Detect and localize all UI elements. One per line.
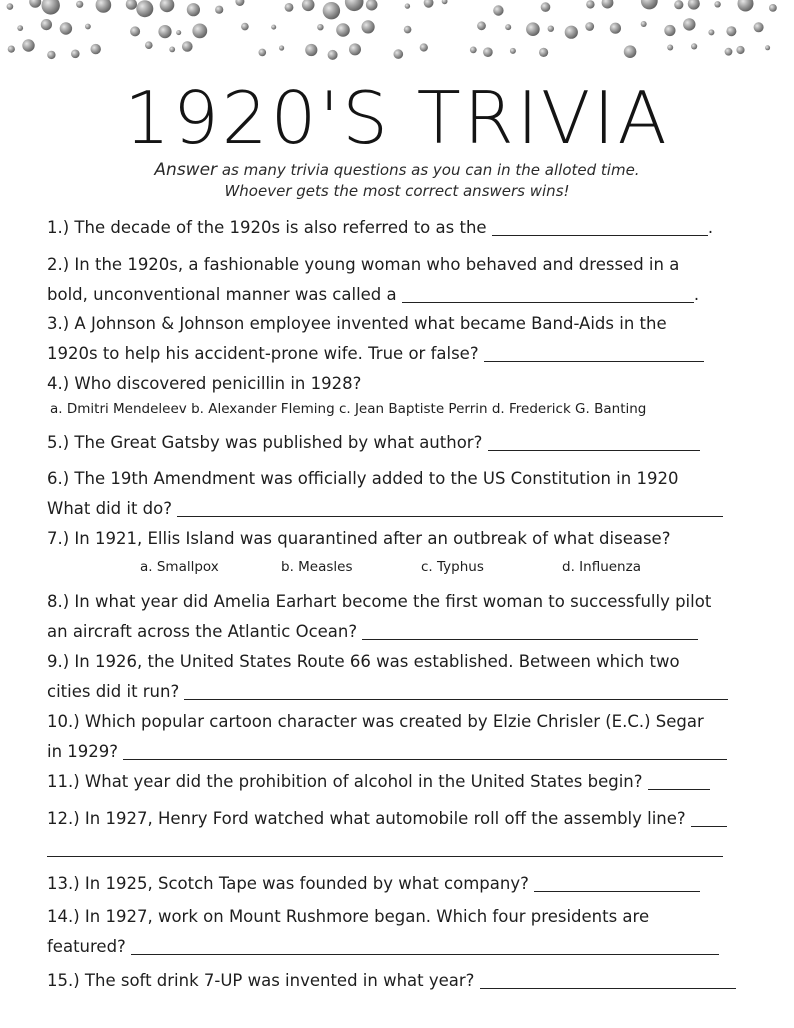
confetti-dot [526, 22, 540, 36]
confetti-dot [602, 0, 614, 9]
confetti-dot [483, 47, 493, 57]
confetti-dot [405, 3, 410, 8]
confetti-dot [235, 0, 244, 6]
page-title: 1920'S TRIVIA [124, 76, 670, 160]
answer-line-9[interactable] [184, 681, 728, 700]
confetti-dot [586, 0, 594, 8]
answer-line-11[interactable] [648, 771, 710, 790]
confetti-dot [91, 44, 101, 54]
confetti-dot [736, 46, 744, 54]
confetti-dot [726, 26, 736, 36]
question-2: 2.) In the 1920s, a fashionable young woman who behaved and dressed in a bold, unconventional manner was called a . [47, 255, 700, 304]
question-7-option-a: a. Smallpox [140, 559, 219, 575]
question-12: 12.) In 1927, Henry Ford watched what automobile roll off the assembly line? [47, 804, 747, 864]
confetti-dot [725, 48, 733, 56]
confetti-dot [145, 41, 153, 49]
answer-line-12b[interactable] [47, 838, 723, 857]
confetti-dot [336, 23, 350, 37]
question-15: 15.) The soft drink 7-UP was invented in what year? [47, 966, 747, 996]
confetti-dot [305, 44, 317, 56]
confetti-dot [47, 51, 55, 59]
confetti-dot [345, 0, 364, 11]
confetti-dot [714, 1, 720, 7]
confetti-dot [493, 5, 503, 15]
confetti-dot [424, 0, 434, 8]
confetti-dot [394, 49, 404, 59]
confetti-dot [539, 48, 548, 57]
question-7: 7.) In 1921, Ellis Island was quarantined after an outbreak of what disease? [47, 529, 671, 548]
confetti-dot [29, 0, 41, 8]
confetti-dot [41, 19, 52, 30]
answer-line-6[interactable] [177, 498, 723, 517]
confetti-dot [477, 21, 486, 30]
confetti-dot [85, 24, 91, 30]
confetti-dot [176, 30, 181, 35]
confetti-dot [7, 3, 14, 10]
confetti-dot [192, 24, 207, 39]
answer-line-14[interactable] [131, 936, 719, 955]
question-3: 3.) A Johnson & Johnson employee invented what became Band-Aids in the 1920s to help his accident-prone wife. True or false? [47, 309, 747, 369]
question-13: 13.) In 1925, Scotch Tape was founded by what company? [47, 869, 747, 899]
answer-line-5[interactable] [488, 432, 700, 451]
question-14: 14.) In 1927, work on Mount Rushmore began. Which four presidents are featured? [47, 902, 747, 962]
confetti-dot [130, 26, 140, 36]
question-6: 6.) The 19th Amendment was officially added to the US Constitution in 1920 What did it do? [47, 464, 747, 524]
confetti-dot [169, 47, 175, 53]
confetti-dot [215, 6, 223, 14]
confetti-dot [60, 22, 72, 34]
confetti-dot [505, 24, 511, 30]
confetti-dot [565, 26, 578, 39]
instructions-lead: Answer [154, 160, 218, 180]
confetti-dot [548, 26, 554, 32]
confetti-dot [585, 22, 594, 31]
confetti-dot [470, 47, 477, 54]
answer-line-1[interactable] [492, 217, 708, 236]
silver-confetti-decoration [0, 0, 794, 70]
instructions-line-1: as many trivia questions as you can in the alloted time. [217, 161, 640, 179]
answer-line-15[interactable] [480, 970, 736, 989]
confetti-dot [160, 0, 175, 12]
confetti-dot [691, 43, 697, 49]
confetti-dot [667, 45, 673, 51]
confetti-dot [688, 0, 700, 10]
confetti-dot [17, 25, 23, 31]
confetti-dot [738, 0, 754, 12]
answer-line-2[interactable] [402, 284, 694, 303]
confetti-dot [22, 39, 34, 51]
confetti-dot [765, 45, 770, 50]
question-11: 11.) What year did the prohibition of alcohol in the United States begin? [47, 767, 747, 797]
confetti-dot [76, 1, 83, 8]
answer-line-10[interactable] [123, 741, 727, 760]
confetti-dot [136, 0, 153, 17]
answer-line-3[interactable] [484, 343, 704, 362]
confetti-dot [641, 21, 647, 27]
answer-line-13[interactable] [534, 873, 700, 892]
question-5: 5.) The Great Gatsby was published by what author? [47, 428, 747, 458]
question-4-options: a. Dmitri Mendeleev b. Alexander Fleming c. Jean Baptiste Perrin d. Frederick G. Banting [50, 401, 647, 417]
answer-line-8[interactable] [362, 621, 698, 640]
question-7-option-d: d. Influenza [562, 559, 641, 575]
confetti-dot [541, 2, 551, 12]
confetti-dot [187, 3, 200, 16]
answer-line-12a[interactable] [691, 808, 727, 827]
confetti-dot [769, 4, 777, 12]
question-4: 4.) Who discovered penicillin in 1928? [47, 374, 362, 393]
confetti-dot [158, 25, 171, 38]
confetti-dot [241, 23, 249, 31]
question-1: 1.) The decade of the 1920s is also referred to as the . [47, 218, 714, 237]
confetti-dot [302, 0, 315, 11]
confetti-dot [510, 48, 516, 54]
confetti-dot [366, 0, 378, 11]
question-7-option-b: b. Measles [281, 559, 353, 575]
question-7-option-c: c. Typhus [421, 559, 484, 575]
confetti-dot [420, 43, 428, 51]
question-10: 10.) Which popular cartoon character was created by Elzie Chrisler (E.C.) Segar in 1929? [47, 707, 747, 767]
confetti-dot [285, 3, 294, 12]
confetti-dot [328, 50, 338, 60]
confetti-dot [754, 22, 764, 32]
confetti-dot [42, 0, 60, 15]
confetti-dot [610, 23, 621, 34]
question-8: 8.) In what year did Amelia Earhart become the first woman to successfully pilot an aircraft across the Atlantic Ocean? [47, 592, 712, 641]
question-9: 9.) In 1926, the United States Route 66 was established. Between which two cities did it run? [47, 647, 747, 707]
confetti-dot [664, 25, 675, 36]
confetti-dot [362, 20, 375, 33]
confetti-dot [317, 24, 323, 30]
confetti-dot [683, 18, 695, 30]
confetti-dot [271, 25, 276, 30]
confetti-dot [71, 50, 80, 59]
instructions-line-2: Whoever gets the most correct answers wins! [224, 182, 570, 200]
confetti-dot [674, 0, 683, 9]
confetti-dot [641, 0, 658, 9]
confetti-dot [8, 46, 15, 53]
confetti-dot [349, 43, 361, 55]
confetti-dot [624, 45, 637, 58]
confetti-dot [442, 0, 448, 4]
confetti-dot [404, 26, 412, 34]
confetti-dot [279, 45, 284, 50]
confetti-dot [708, 29, 714, 35]
confetti-dot [259, 49, 267, 57]
confetti-dot [182, 41, 193, 52]
instructions [0, 160, 794, 202]
confetti-dot [96, 0, 112, 13]
confetti-dot [126, 0, 137, 10]
confetti-dot [323, 2, 340, 19]
